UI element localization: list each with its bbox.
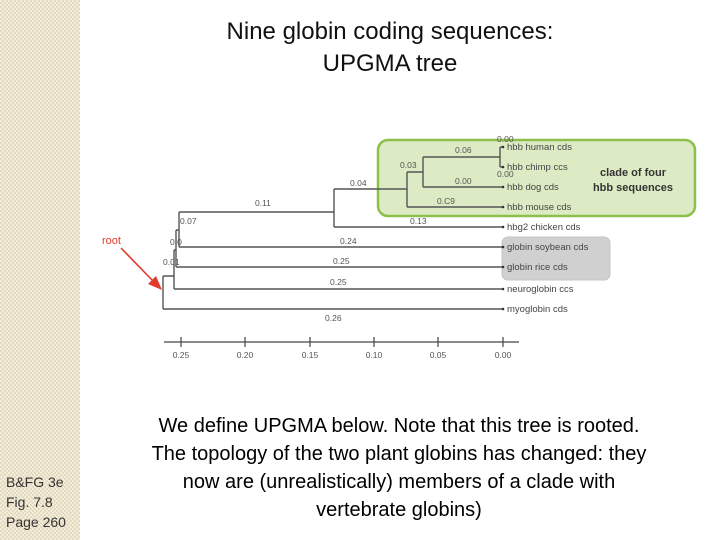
leaf-dot [502,308,505,311]
leaf-dot [502,246,505,249]
slide-caption [82,412,716,524]
branch-label: 0.13 [410,216,427,226]
branch-label: 0.04 [350,178,367,188]
scale-tick-label: 0.10 [365,350,383,360]
scale-tick-label: 0.05 [429,350,447,360]
leaf-label: globin rice cds [507,262,568,273]
root-label: root [102,235,121,247]
scale-tick-label: 0.20 [236,350,254,360]
citation-line-3: Page 260 [6,514,66,530]
leaf-dot [502,146,505,149]
branch-label: 0.0 [170,237,182,247]
leaf-dot [502,266,505,269]
leaf-dot [502,226,505,229]
leaf-label: hbb chimp ccs [507,162,568,173]
branch-label: 0.01 [163,257,180,267]
title-line-1: Nine globin coding sequences: [226,18,554,45]
branch-label: 0.06 [455,145,472,155]
leaf-dot [502,166,505,169]
leaf-label: hbg2 chicken cds [507,222,581,233]
figure-citation [6,472,66,532]
leaf-label: myoglobin cds [507,304,568,315]
leaf-dot [502,206,505,209]
scale-tick-label: 0.15 [301,350,319,360]
leaf-label: globin soybean cds [507,242,589,253]
scale-axis [164,337,519,360]
citation-line-2: Fig. 7.8 [6,494,53,510]
branch-label: 0.26 [325,313,342,323]
branch-label: 0.03 [400,160,417,170]
title-line-2: UPGMA tree [322,50,458,77]
branch-label: 0.25 [333,256,350,266]
branch-label: 0.00 [497,169,514,179]
branch-label: 0.11 [255,198,271,208]
leaf-label: hbb mouse cds [507,202,572,213]
branch-label: 0.07 [180,216,197,226]
root-arrow-shaft [121,248,155,283]
caption-line-4: vertebrate globins) [316,499,482,521]
leaf-label: hbb human cds [507,142,572,153]
clade-label-line-2: hbb sequences [592,182,674,194]
caption-line-3: now are (unrealistically) members of a clade with [182,471,616,493]
leaf-dot [502,288,505,291]
leaf-label: neuroglobin ccs [507,284,574,295]
branch-label: 0.00 [455,176,472,186]
scale-tick-label: 0.00 [494,350,512,360]
branch-label: 0.24 [340,236,357,246]
caption-line-1: We define UPGMA below. Note that this tree is rooted. [158,415,640,437]
leaf-label: hbb dog cds [507,182,559,193]
citation-line-1: B&FG 3e [6,474,64,490]
branch-label: 0.25 [330,277,347,287]
caption-line-2: The topology of the two plant globins has changed: they [151,443,647,465]
clade-label-line-1: clade of four [599,167,667,179]
scale-tick-label: 0.25 [172,350,190,360]
branch-label: 0.00 [497,134,514,144]
branch-label: 0.C9 [437,196,455,206]
leaf-dot [502,186,505,189]
